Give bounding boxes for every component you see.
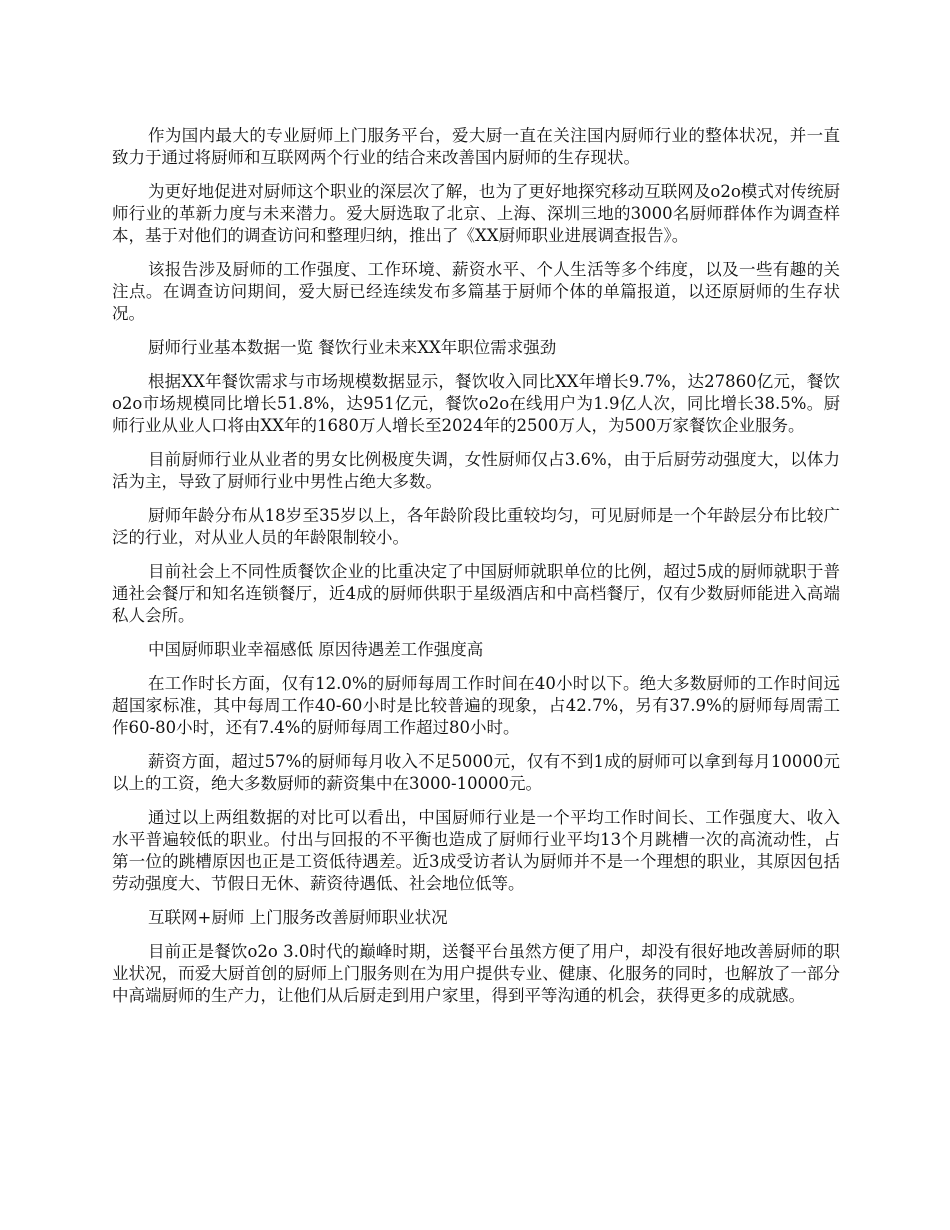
paragraph-gender-ratio: 目前厨师行业从业者的男女比例极度失调，女性厨师仅占3.6%，由于后厨劳动强度大，以体力活为主，导致了厨师行业中男性占绝大多数。 [112,450,840,491]
paragraph-market-data: 根据XX年餐饮需求与市场规模数据显示，餐饮收入同比XX年增长9.7%，达27860亿元，餐饮o2o市场规模同比增长51.8%，达951亿元，餐饮o2o在线用户为1.9亿人次，同比增长38.5%。厨师行业从业人口将由XX年的1680万人增长至2024年的2500万人，为500万家餐饮企业服务。 [112,372,840,435]
document-body [112,125,840,1019]
paragraph-employer-types: 目前社会上不同性质餐饮企业的比重决定了中国厨师就职单位的比例，超过5成的厨师就职于普通社会餐厅和知名连锁餐厅，近4成的厨师供职于星级酒店和中高档餐厅，仅有少数厨师能进入高端私人会所。 [112,562,840,625]
paragraph-report-scope: 该报告涉及厨师的工作强度、工作环境、薪资水平、个人生活等多个纬度，以及一些有趣的关注点。在调查访问期间，爱大厨已经连续发布多篇基于厨师个体的单篇报道，以还原厨师的生存状况。 [112,260,840,323]
paragraph-salary: 薪资方面，超过57%的厨师每月收入不足5000元，仅有不到1成的厨师可以拿到每月10000元以上的工资，绝大多数厨师的薪资集中在3000-10000元。 [112,752,840,793]
paragraph-o2o-service: 目前正是餐饮o2o 3.0时代的巅峰时期，送餐平台虽然方便了用户，却没有很好地改善厨师的职业状况，而爱大厨首创的厨师上门服务则在为用户提供专业、健康、化服务的同时，也解放了一部分中高端厨师的生产力，让他们从后厨走到用户家里，得到平等沟通的机会，获得更多的成就感。 [112,942,840,1005]
paragraph-intro: 作为国内最大的专业厨师上门服务平台，爱大厨一直在关注国内厨师行业的整体状况，并一直致力于通过将厨师和互联网两个行业的结合来改善国内厨师的生存现状。 [112,126,840,167]
paragraph-working-hours: 在工作时长方面，仅有12.0%的厨师每周工作时间在40小时以下。绝大多数厨师的工作时间远超国家标准，其中每周工作40-60小时是比较普遍的现象，占42.7%，另有37.9%的厨师每周需工作60-80小时，还有7.4%的厨师每周工作超过80小时。 [112,674,840,737]
section-heading-basic-data: 厨师行业基本数据一览 餐饮行业未来XX年职位需求强劲 [148,338,557,357]
paragraph-survey-purpose: 为更好地促进对厨师这个职业的深层次了解，也为了更好地探究移动互联网及o2o模式对传统厨师行业的革新力度与未来潜力。爱大厨选取了北京、上海、深圳三地的3000名厨师群体作为调查样本，基于对他们的调查访问和整理归纳，推出了《XX厨师职业进展调查报告》。 [112,182,840,245]
section-heading-internet-plus: 互联网+厨师 上门服务改善厨师职业状况 [148,908,448,927]
paragraph-age-distribution: 厨师年龄分布从18岁至35岁以上，各年龄阶段比重较均匀，可见厨师是一个年龄层分布比较广泛的行业，对从业人员的年龄限制较小。 [112,506,840,547]
paragraph-comparison: 通过以上两组数据的对比可以看出，中国厨师行业是一个平均工作时间长、工作强度大、收入水平普遍较低的职业。付出与回报的不平衡也造成了厨师行业平均13个月跳槽一次的高流动性，占第一位的跳槽原因也正是工资低待遇差。近3成受访者认为厨师并不是一个理想的职业，其原因包括劳动强度大、节假日无休、薪资待遇低、社会地位低等。 [112,808,840,893]
section-heading-happiness: 中国厨师职业幸福感低 原因待遇差工作强度高 [148,640,484,659]
